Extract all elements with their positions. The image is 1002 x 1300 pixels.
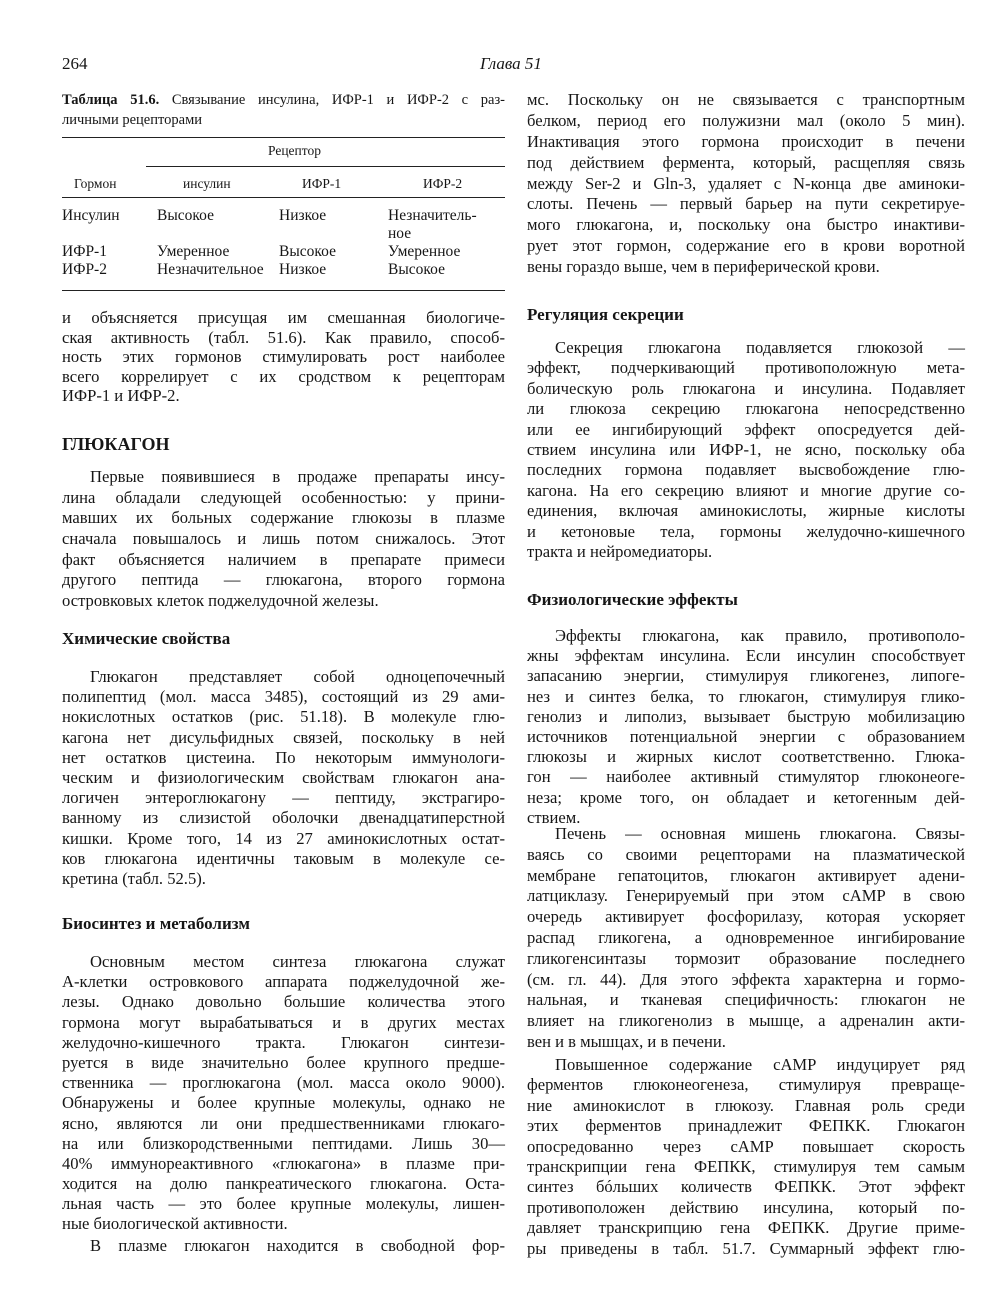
table-group-header: Рецептор bbox=[268, 143, 321, 158]
paragraph bbox=[62, 952, 505, 1235]
text-line: ственника — проглюкагона (мол. масса около 9000). bbox=[62, 1073, 505, 1093]
text-line: ходится на долю панкреатического глюкагона. Оста- bbox=[62, 1174, 505, 1194]
running-head: Глава 51 bbox=[480, 54, 542, 73]
column-header: Гормон bbox=[74, 176, 117, 191]
paragraph bbox=[62, 667, 505, 889]
table-cell: Низкое bbox=[279, 207, 327, 224]
text-line: ванному из слизистой оболочки двенадцатиперстной bbox=[62, 808, 505, 828]
text-line: глюкозы и жирных кислот соответственно. Глюка- bbox=[527, 747, 965, 767]
text-line: Глюкагон представляет собой одноцепочечный bbox=[90, 667, 505, 686]
text-line: лезы. Однако довольно большие количества этого bbox=[62, 992, 505, 1012]
text-line: влияет на гликогенолиз в мышце, а адреналин акти- bbox=[527, 1011, 965, 1031]
table-cell: Незначительное bbox=[157, 261, 264, 278]
text-line: 40% иммунореактивного «глюкагона» в плазме при- bbox=[62, 1153, 505, 1173]
text-line: запасанию энергии, стимулируя гликогенез, липоге- bbox=[527, 666, 965, 686]
text-line: вены гораздо выше, чем в периферической крови. bbox=[527, 257, 880, 277]
table-cell: ИФР-2 bbox=[62, 261, 107, 278]
text-line: и объясняется присущая им смешанная биологиче- bbox=[62, 308, 505, 327]
text-line: рует этот гормон, содержание его в крови воротной bbox=[527, 236, 965, 256]
table-cell: Инсулин bbox=[62, 207, 120, 224]
text-line: ваясь со своими рецепторами на плазматической bbox=[527, 844, 965, 864]
text-line: всего коррелирует с их сродством к рецепторам bbox=[62, 366, 505, 386]
text-line: мс. Поскольку он не связывается с транспортным bbox=[527, 90, 965, 109]
text-line: ИФР-1 и ИФР-2. bbox=[62, 386, 180, 405]
text-line: мавших их больных содержание глюкозы в плазме bbox=[62, 508, 505, 528]
text-line: на или близкородственными пептидами. Лишь 30— bbox=[62, 1133, 505, 1153]
text-line: единения, включая аминокислоты, жирные кислоты bbox=[527, 501, 965, 521]
table-cell: Высокое bbox=[157, 207, 214, 224]
text-line: синтез бóльших количеств ФЕПКК. Этот эффект bbox=[527, 1177, 965, 1197]
text-line: гликогенсинтазы тормозит образование последнего bbox=[527, 948, 965, 968]
text-line: Эффекты глюкагона, как правило, противополо- bbox=[555, 626, 965, 645]
table-caption-text: Связывание инсулина, ИФР-1 и ИФР-2 с раз- bbox=[159, 92, 505, 108]
column-header: ИФР-1 bbox=[302, 176, 342, 191]
section-heading-glucagon: ГЛЮКАГОН bbox=[62, 434, 170, 454]
table-rule bbox=[62, 197, 505, 198]
table-rule bbox=[62, 137, 505, 138]
table-cell: Незначитель- bbox=[388, 207, 477, 224]
text-line: ли глюкоза секрецию глюкагона непосредственно bbox=[527, 399, 965, 419]
text-line: жны эффектам инсулина. Если инсулин способствует bbox=[527, 646, 965, 666]
table-cell: Умеренное bbox=[388, 243, 461, 260]
text-line: В плазме глюкагон находится в свободной фор- bbox=[90, 1236, 505, 1255]
text-line: транскрипции гена ФЕПКК, стимулируя тем самым bbox=[527, 1156, 965, 1176]
text-line: белком, период его полужизни мал (около 5 мин). bbox=[527, 110, 965, 130]
table-cell: Высокое bbox=[388, 261, 445, 278]
text-line: ческим и физиологическим свойствам глюкагон ана- bbox=[62, 767, 505, 787]
text-line: вен и в мышцах, и в печени. bbox=[527, 1031, 726, 1051]
text-line: льная часть — это более крупные молекулы, лишен- bbox=[62, 1194, 505, 1214]
table-cell: ное bbox=[388, 225, 412, 242]
text-line: нет остатков цистеина. По некоторым иммунологи- bbox=[62, 747, 505, 767]
table-cell: Низкое bbox=[279, 261, 327, 278]
column-header: инсулин bbox=[183, 176, 231, 191]
text-line: нокислотных остатков (рис. 51.18). В молекуле глю- bbox=[62, 707, 505, 727]
text-line: распад гликогена, а одновременное ингибирование bbox=[527, 927, 965, 947]
table-rule bbox=[62, 290, 505, 291]
column-header: ИФР-2 bbox=[423, 176, 463, 191]
text-line: ность этих гормонов стимулировать рост наиболее bbox=[62, 347, 505, 366]
text-line: Инактивация этого гормона происходит в печени bbox=[527, 131, 965, 151]
page-number: 264 bbox=[62, 54, 88, 73]
text-line: кретина (табл. 52.5). bbox=[62, 868, 206, 888]
text-line: или ее ингибирующий эффект опосредуется дей- bbox=[527, 419, 965, 439]
text-line: Первые появившиеся в продаже препараты инсу- bbox=[90, 467, 505, 486]
table-caption-text: личными рецепторами bbox=[62, 112, 203, 128]
text-line: желудочно-кишечного тракта. Глюкагон синтези- bbox=[62, 1032, 505, 1052]
text-line: ствием. bbox=[527, 807, 581, 827]
text-line: гормона могут вырабатываться и в других местах bbox=[62, 1012, 505, 1032]
text-line: латциклазу. Генерируемый при этом cAMP в свою bbox=[527, 886, 965, 906]
text-line: ные биологической активности. bbox=[62, 1214, 288, 1234]
text-line: кагона. На его секрецию влияют и многие другие со- bbox=[527, 480, 965, 500]
paragraph bbox=[62, 1236, 505, 1256]
text-line: ская активность (табл. 51.6). Как правило, способ- bbox=[62, 327, 505, 347]
text-line: А-клетки островкового аппарата поджелудочной же- bbox=[62, 972, 505, 992]
text-line: ствием инсулина или ИФР-1, не ясно, поскольку оба bbox=[527, 439, 965, 459]
text-line: факт объясняется наличием в препарате примеси bbox=[62, 549, 505, 569]
text-line: нез и синтез белка, то глюкагон, стимулируя глико- bbox=[527, 686, 965, 706]
paragraph bbox=[62, 308, 505, 406]
section-heading-regulation: Регуляция секреции bbox=[527, 305, 684, 324]
text-line: между Ser-2 и Gln-3, удаляет с N-конца две аминоки- bbox=[527, 173, 965, 193]
text-line: Секреция глюкагона подавляется глюкозой — bbox=[555, 338, 965, 357]
text-line: другого пептида — глюкагона, второго гормона bbox=[62, 570, 505, 590]
text-line: источников потенциальной энергии с образованием bbox=[527, 726, 965, 746]
paragraph bbox=[527, 338, 965, 562]
text-line: ние аминокислот в глюкозу. Главная роль среди bbox=[527, 1095, 965, 1115]
text-line: Обнаружены и более крупные молекулы, однако не bbox=[62, 1093, 505, 1113]
text-line: логичен энтероглюкагону — пептиду, экстрагиро- bbox=[62, 788, 505, 808]
text-line: островковых клеток поджелудочной железы. bbox=[62, 591, 379, 611]
text-line: Основным местом синтеза глюкагона служат bbox=[90, 952, 505, 971]
paragraph bbox=[62, 467, 505, 612]
table-caption bbox=[62, 90, 505, 130]
text-line: руется в виде значительно более крупного предше- bbox=[62, 1052, 505, 1072]
text-line: гон — наиболее активный стимулятор глюконеоге- bbox=[527, 767, 965, 787]
text-line: генолиз и липолиз, вызывает быструю мобилизацию bbox=[527, 706, 965, 726]
section-heading-physiology: Физиологические эффекты bbox=[527, 590, 738, 609]
text-line: кишки. Кроме того, 14 из 27 аминокислотных остат- bbox=[62, 828, 505, 848]
section-heading-biosynthesis: Биосинтез и метаболизм bbox=[62, 914, 250, 933]
text-line: давляет транскрипцию гена ФЕПКК. Другие приме- bbox=[527, 1218, 965, 1238]
table-caption-label: Таблица 51.6. bbox=[62, 92, 160, 108]
text-line: очередь активирует фосфорилазу, которая ускоряет bbox=[527, 907, 965, 927]
text-line: кагона нет дисульфидных связей, поскольку в ней bbox=[62, 727, 505, 747]
text-line: мембране гепатоцитов, глюкагон активирует адени- bbox=[527, 865, 965, 885]
text-line: ков глюкагона идентичны таковым в молекуле се- bbox=[62, 848, 505, 868]
text-line: лина обладали следующей особенностью: у прини- bbox=[62, 487, 505, 507]
text-line: эффект, подчеркивающий противоположную мета- bbox=[527, 358, 965, 378]
text-line: неза; кроме того, он обладает и кетогенным дей- bbox=[527, 787, 965, 807]
table-cell: ИФР-1 bbox=[62, 243, 107, 260]
table-cell: Умеренное bbox=[157, 243, 230, 260]
table-rule bbox=[146, 166, 505, 167]
paragraph bbox=[527, 824, 965, 1053]
text-line: (см. гл. 44). Для этого эффекта характерна и гормо- bbox=[527, 969, 965, 989]
section-heading-chemical: Химические свойства bbox=[62, 629, 231, 648]
paragraph bbox=[527, 1055, 965, 1259]
text-line: тракта и нейромедиаторы. bbox=[527, 541, 713, 561]
text-line: полипептид (мол. масса 3485), состоящий из 29 ами- bbox=[62, 687, 505, 707]
text-line: болическую роль глюкагона и инсулина. Подавляет bbox=[527, 378, 965, 398]
text-line: Повышенное содержание cAMP индуцирует ряд bbox=[555, 1055, 965, 1074]
table-cell: Высокое bbox=[279, 243, 336, 260]
text-line: мого глюкагона, и, поскольку она быстро инактиви- bbox=[527, 215, 965, 235]
text-line: последних гормона подавляет высвобождение глю- bbox=[527, 460, 965, 480]
text-line: ясно, являются ли они предшественниками глюкаго- bbox=[62, 1113, 505, 1133]
paragraph bbox=[527, 90, 965, 278]
text-line: опосредованно через cAMP повышает скорость bbox=[527, 1136, 965, 1156]
text-line: ры приведены в табл. 51.7. Суммарный эффект глю- bbox=[527, 1238, 965, 1258]
text-line: и кетоновые тела, гормоны желудочно-кишечного bbox=[527, 521, 965, 541]
text-line: нальная, и тканевая специфичность: глюкагон не bbox=[527, 990, 965, 1010]
text-line: Печень — основная мишень глюкагона. Связы- bbox=[555, 824, 965, 843]
text-line: сначала повышалось и лишь потом снижалось. Этот bbox=[62, 529, 505, 549]
text-line: ферментов глюконеогенеза, стимулируя превраще- bbox=[527, 1075, 965, 1095]
text-line: слоты. Печень — первый барьер на пути секретируе- bbox=[527, 194, 965, 214]
text-line: под действием фермента, который, расщепляя связь bbox=[527, 152, 965, 172]
text-line: противоположен действию инсулина, который по- bbox=[527, 1197, 965, 1217]
paragraph bbox=[527, 626, 965, 828]
text-line: этих ферментов принадлежит ФЕПКК. Глюкагон bbox=[527, 1116, 965, 1136]
